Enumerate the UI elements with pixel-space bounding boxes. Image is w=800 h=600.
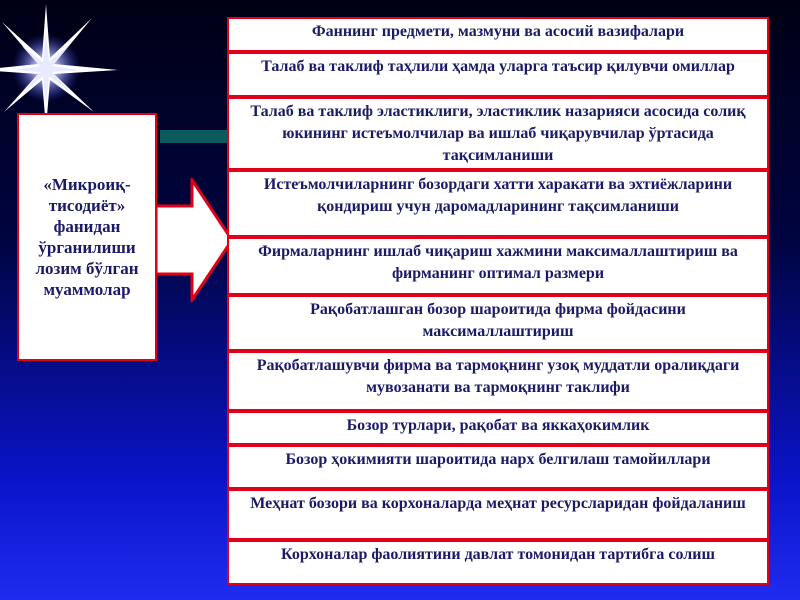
- topic-item: Талаб ва таклиф эластиклиги, эластиклик назарияси асосида солиқ юкининг истеъмолчилар ва ишлаб чиқарувчилар ўртасида тақсимланиши: [227, 97, 769, 170]
- topic-item: Бозор ҳокимияти шароитида нарх белгилаш тамойиллари: [227, 445, 769, 489]
- topic-item: Корхоналар фаолиятини давлат томонидан тартибга солиш: [227, 540, 769, 585]
- topic-item: Фирмаларнинг ишлаб чиқариш хажмини максималлаштириш ва фирманинг оптимал размери: [227, 237, 769, 295]
- topic-item: Меҳнат бозори ва корхоналарда меҳнат ресурсларидан фойдаланиш: [227, 489, 769, 540]
- topic-summary-label: «Микроиқ-тисодиёт» фанидан ўрганилиши лозим бўлган муаммолар: [35, 175, 139, 299]
- topic-item: Рақобатлашувчи фирма ва тармоқнинг узоқ муддатли оралиқдаги мувозанати ва тармоқнинг таклифи: [227, 351, 769, 411]
- topic-item: Фаннинг предмети, мазмуни ва асосий вазифалари: [227, 17, 769, 52]
- topic-summary-box: [17, 113, 157, 361]
- topic-item: Рақобатлашган бозор шароитида фирма фойдасини максималлаштириш: [227, 295, 769, 351]
- right-arrow-icon: [156, 178, 236, 302]
- star-sparkle-icon: [0, 0, 130, 130]
- decorative-band: [160, 130, 230, 143]
- topic-item: Бозор турлари, рақобат ва яккаҳокимлик: [227, 411, 769, 445]
- topic-item: Талаб ва таклиф таҳлили ҳамда уларга таъсир қилувчи омиллар: [227, 52, 769, 97]
- topic-item: Истеъмолчиларнинг бозордаги хатти харакати ва эхтиёжларини қондириш учун даромадларининг тақсимланиши: [227, 170, 769, 237]
- topic-list: [227, 17, 769, 585]
